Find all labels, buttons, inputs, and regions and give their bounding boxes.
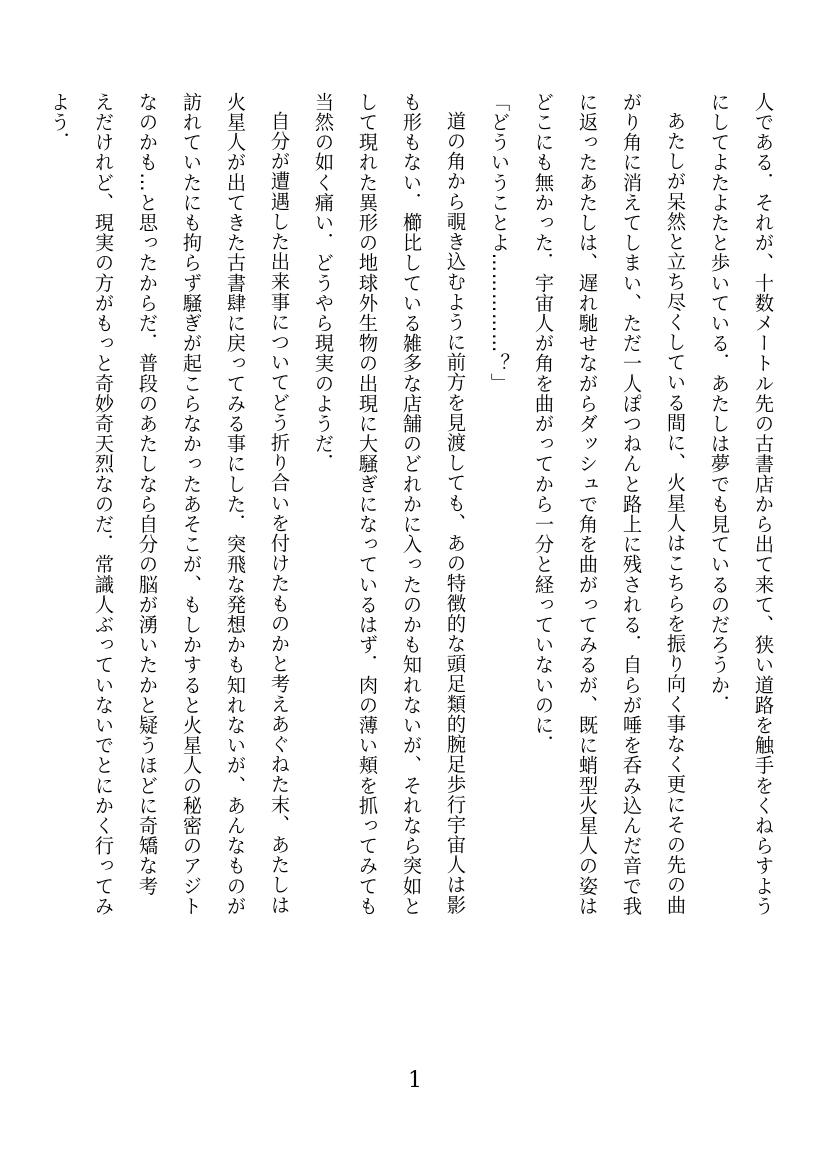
text-column: がり角に消えてしまい、ただ一人ぽつねんと路上に残される．自らが唾を呑み込んだ音で我 <box>620 92 643 917</box>
dialogue-column: 「どういうことよ……………？」 <box>488 92 511 394</box>
text-column: 自分が遭遇した出来事についてどう折り合いを付けたものかと考えあぐねた末、あたしは <box>268 111 291 915</box>
text-column: も形もない．櫛比している雑多な店舗のどれかに入ったのかも知れないが、それなら突如と <box>400 92 423 917</box>
text-column: して現れた異形の地球外生物の出現に大騒ぎになっているはず．肉の薄い頬を抓ってみても <box>356 92 379 917</box>
text-column: えだけれど、現実の方がもっと奇妙奇天烈なのだ．常識人ぶっていないでとにかく行ってみ <box>92 92 115 917</box>
text-column: よう． <box>48 92 71 153</box>
vertical-text-body <box>37 92 785 1082</box>
text-column: にしてよたよたと歩いている．あたしは夢でも見ているのだろうか． <box>708 92 731 716</box>
text-column: 訪れていたにも拘らず騒ぎが起こらなかったあそこが、もしかすると火星人の秘密のアジト <box>180 92 203 917</box>
text-column: 道の角から覗き込むように前方を見渡しても、あの特徴的な頭足類的腕足歩行宇宙人は影 <box>444 111 467 915</box>
text-column: なのかも…と思ったからだ．普段のあたしなら自分の脳が湧いたかと疑うほどに奇矯な考 <box>136 92 159 896</box>
text-column: 当然の如く痛い．どうやら現実のようだ． <box>312 92 335 474</box>
text-column: あたしが呆然と立ち尽くしている間に、火星人はこちらを振り向く事なく更にその先の曲 <box>664 111 687 915</box>
text-column: どこにも無かった．宇宙人が角を曲がってから一分と経っていないのに． <box>532 92 555 756</box>
text-column: に返ったあたしは、遅れ馳せながらダッシュで角を曲がってみるが、既に蛸型火星人の姿は <box>576 92 599 917</box>
text-column: 人である．それが、十数メートル先の古書店から出て来て、狭い道路を触手をくねらすよう <box>752 92 775 917</box>
text-column: 火星人が出てきた古書肆に戻ってみる事にした．突飛な発想かも知れないが、あんなものが <box>224 92 247 917</box>
page-number: 1 <box>408 1068 422 1093</box>
